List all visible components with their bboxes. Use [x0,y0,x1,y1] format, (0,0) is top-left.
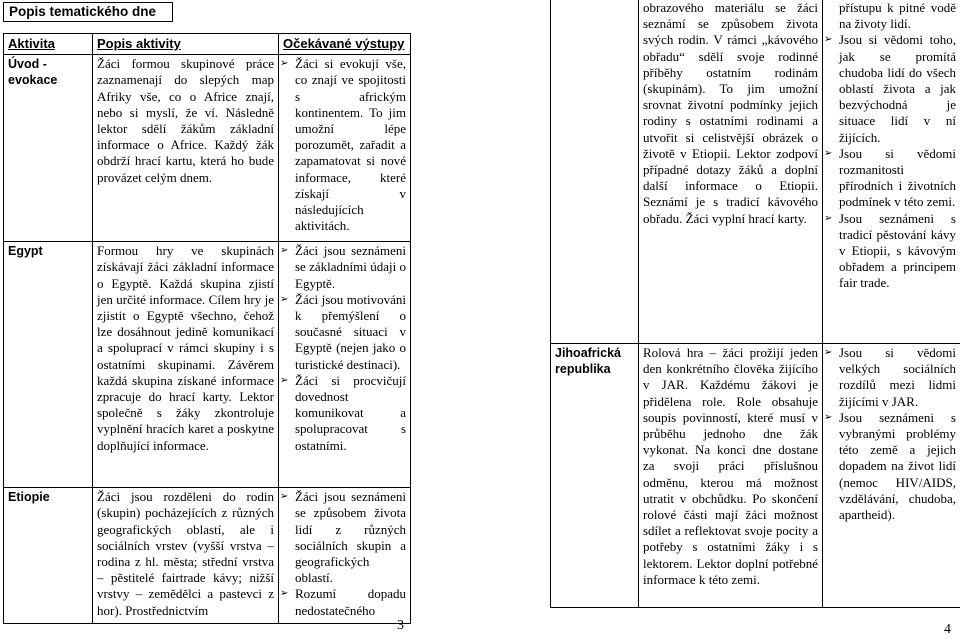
page-right [500,0,960,639]
table-row [551,344,960,608]
activities-table [3,33,411,624]
row-label: Jihoafrická republika [551,344,639,608]
row-outputs [823,344,960,608]
list-item: ➢ Jsou si vědomi toho, jak se promítá chudoba lidí do všech oblastí života a jak bezvýchodná je situace lidí v ní žijících. [827,32,956,145]
table-row [4,55,411,242]
row-description: obrazového materiálu se žáci seznámí se způsobem života svých rodin. V rámci „kávového obřadu“ sdělí svoje rodinné příběhy ostatním rodinám (skupinám). To jim umožní srovnat životní podmínky jejich rodiny s ostatními rodinami a utvořit si celistvější obrázek o životě v Etiopii. Lektor zodpoví případné dotazy žáků a doplní další informace o Etiopii. Seznámí je s tradicí kávového obřadu. Žáci vyplní hrací karty. [639,0,823,344]
row-description: Žáci formou skupinové práce zaznamenají do slepých map Afriky vše, co o Africe znají, nebo si myslí, že ví. Následně lektor sdělí žákům základní informace o Africe. Každý žák obdrží hrací kartu, která ho bude provázet celým dnem. [93,55,279,242]
table-row [4,488,411,624]
page-left [0,0,470,639]
row-description: Rolová hra – žáci prožijí jeden den konkrétního člověka žijícího v JAR. Každému žákovi je přidělena role. Role obsahuje soupis povinností, které musí v průběhu jednoho dne žák vykonat. Na konci dne dostane za svoji práci příslušnou odměnu, kterou má možnost utratit v obchůdku. Po skončení rolové části mají žáci možnost sdílet a reflektovat svoje pocity a potřeby s ostatními žáky i s lektorem. Lektor doplní potřebné informace k této zemi. [639,344,823,608]
list-item: ➢ Žáci si procvičují dovednost komunikovat a spolupracovat s ostatními. [283,373,406,454]
row-outputs [279,488,411,624]
page-title: Popis tematického dne [3,2,173,22]
header-activity: Aktivita [4,34,93,55]
row-label: Egypt [4,242,93,488]
list-item: ➢ Rozumí dopadu nedostatečného [283,586,406,618]
row-outputs [279,55,411,242]
table-row [551,0,960,344]
list-item: ➢ Žáci jsou seznámeni se způsobem života lidí z různých sociálních skupin a geografických oblastí. [283,489,406,586]
row-description: Žáci jsou rozděleni do rodin (skupin) pocházejících z různých geografických oblastí, ale i sociálních vrstev (vyšší vrstva – rodina z hl. města; střední vrstva – pěstitelé fairtrade kávy; nižší vrstvy – zemědělci a pastevci z hor). Prostřednictvím [93,488,279,624]
row-label: Etiopie [4,488,93,624]
list-item: ➢ Jsou seznámeni s vybranými problémy této země a jejich dopadem na život lidí (nemoc HIV/AIDS, vzdělávání, chudoba, apartheid). [827,410,956,523]
table-row [4,242,411,488]
table-header-row [4,34,411,55]
row-description: Formou hry ve skupinách získávají žáci základní informace o Egyptě. Každá skupina zjistí jen určité informace. Cílem hry je zjistit o Egyptě všechno, čehož lze dosáhnout jedině komunikací a spoluprací v rámci skupiny i s ostatními skupinami. Závěrem každá skupina získané informace zpracuje do hrací karty. Lektor společně s žáky zkontroluje vyplnění hracích karet a poskytne doplňující informace. [93,242,279,488]
list-item: ➢ Žáci jsou seznámeni se základními údaji o Egyptě. [283,243,406,292]
header-outputs: Očekávané výstupy [279,34,411,55]
page-number: 3 [397,618,404,633]
list-item: ➢ Žáci jsou motivováni k přemýšlení o současné situaci v Egyptě (nejen jako o turistické destinaci). [283,292,406,373]
page-number: 4 [944,622,951,637]
row-outputs [823,0,960,344]
list-item: ➢ Jsou si vědomi rozmanitosti přírodních i životních podmínek v této zemi. [827,146,956,211]
header-description: Popis aktivity [93,34,279,55]
row-label [551,0,639,344]
row-label: Úvod - evokace [4,55,93,242]
list-item: ➢ Jsou seznámeni s tradicí pěstování kávy v Etiopii, s kávovým obřadem a principem fair trade. [827,211,956,292]
list-item: ➢ Jsou si vědomi velkých sociálních rozdílů mezi lidmi žijícími v JAR. [827,345,956,410]
list-item-continuation: přístupu k pitné vodě na životy lidí. [839,0,956,32]
row-outputs [279,242,411,488]
activities-table-continued [550,0,960,608]
list-item: ➢ Žáci si evokují vše, co znají ve spojitosti s africkým kontinentem. To jim umožní lépe porozumět, zařadit a zapamatovat si nové informace, které získají v následujících aktivitách. [283,56,406,234]
